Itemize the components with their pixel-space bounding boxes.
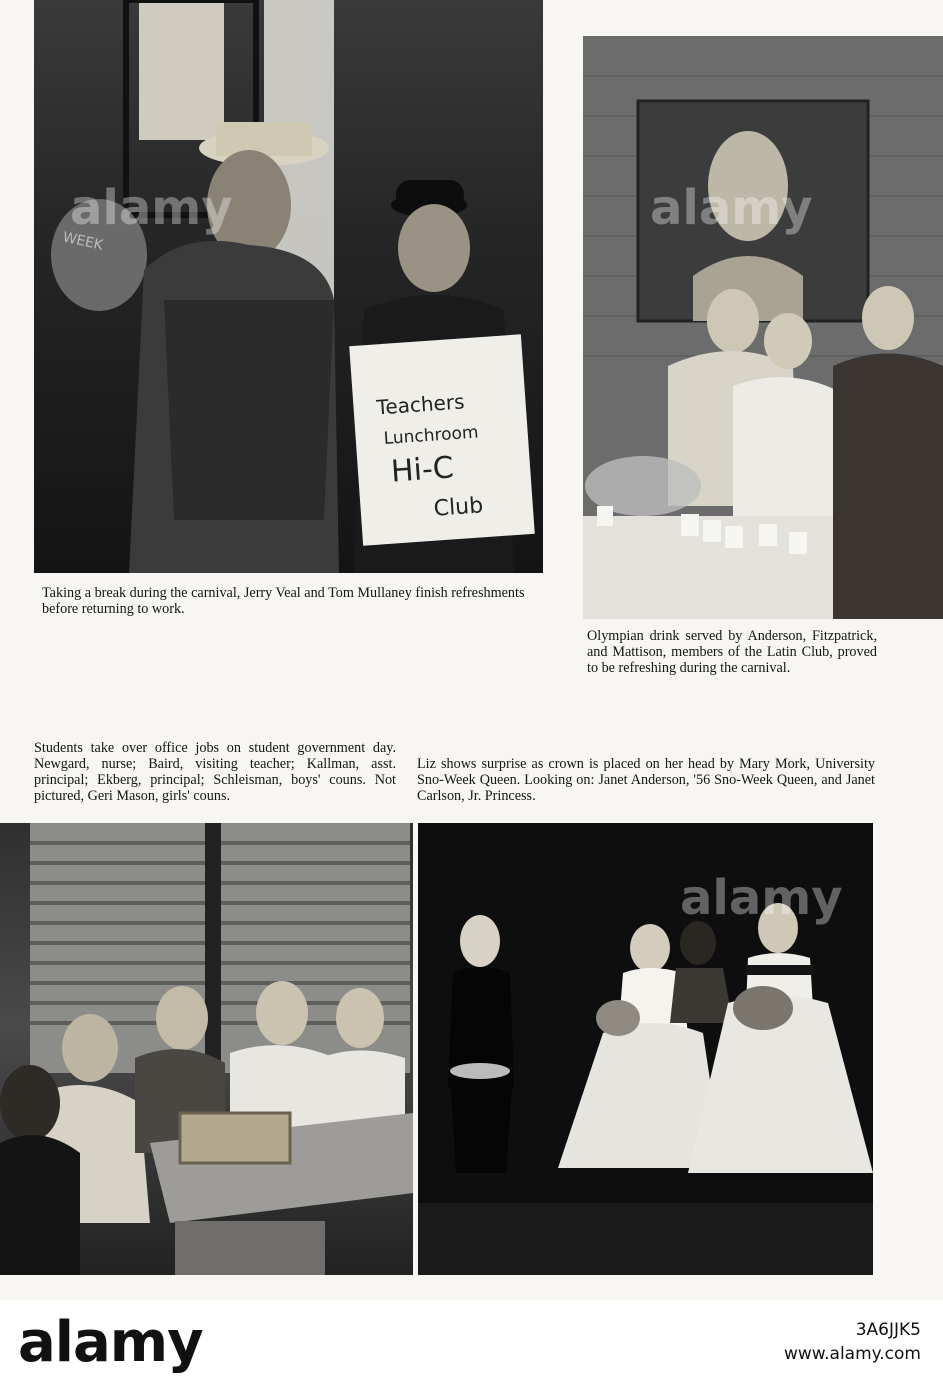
- sno-week-photo: [418, 823, 873, 1275]
- sno-week-scene: [418, 823, 873, 1275]
- watermark-overlay-1: alamy: [70, 180, 233, 236]
- carnival-caption: Taking a break during the carnival, Jerry Veal and Tom Mullaney finish refreshments before returning to work.: [42, 585, 525, 617]
- sno-week-caption: Liz shows surprise as crown is placed on her head by Mary Mork, University Sno-Week Queen. Looking on: Janet Anderson, '56 Sno-Week Queen, and Janet Carlson, Jr. Princess.: [417, 756, 875, 804]
- latin-club-photo: [583, 36, 943, 619]
- carnival-scene: [34, 0, 543, 573]
- sign-line-1: Teachers: [375, 389, 466, 420]
- sign-line-3: Hi-C: [389, 450, 455, 490]
- latin-club-caption: Olympian drink served by Anderson, Fitzpatrick, and Mattison, members of the Latin Club, proved to be refreshing during the carnival.: [587, 628, 877, 676]
- alamy-logo: alamy: [18, 1310, 203, 1375]
- student-government-caption: Students take over office jobs on student government day. Newgard, nurse; Baird, visiting teacher; Kallman, asst. principal; Ekberg, principal; Schleisman, boys' couns. Not pictured, Geri Mason, girls' couns.: [34, 740, 396, 804]
- carnival-photo: [34, 0, 543, 573]
- watermark-overlay-2: alamy: [650, 180, 813, 236]
- latin-club-scene: [583, 36, 943, 619]
- balloon-text: WEEK: [61, 229, 105, 254]
- stock-id-block: [784, 1318, 921, 1366]
- site-url: www.alamy.com: [783, 1344, 921, 1364]
- sign-line-4: Club: [432, 493, 484, 522]
- watermark-overlay-3: alamy: [680, 870, 843, 926]
- student-government-scene: [0, 823, 413, 1275]
- image-id: 3A6JJK5: [855, 1320, 921, 1340]
- student-government-photo: [0, 823, 413, 1275]
- sign-line-2: Lunchroom: [383, 422, 480, 450]
